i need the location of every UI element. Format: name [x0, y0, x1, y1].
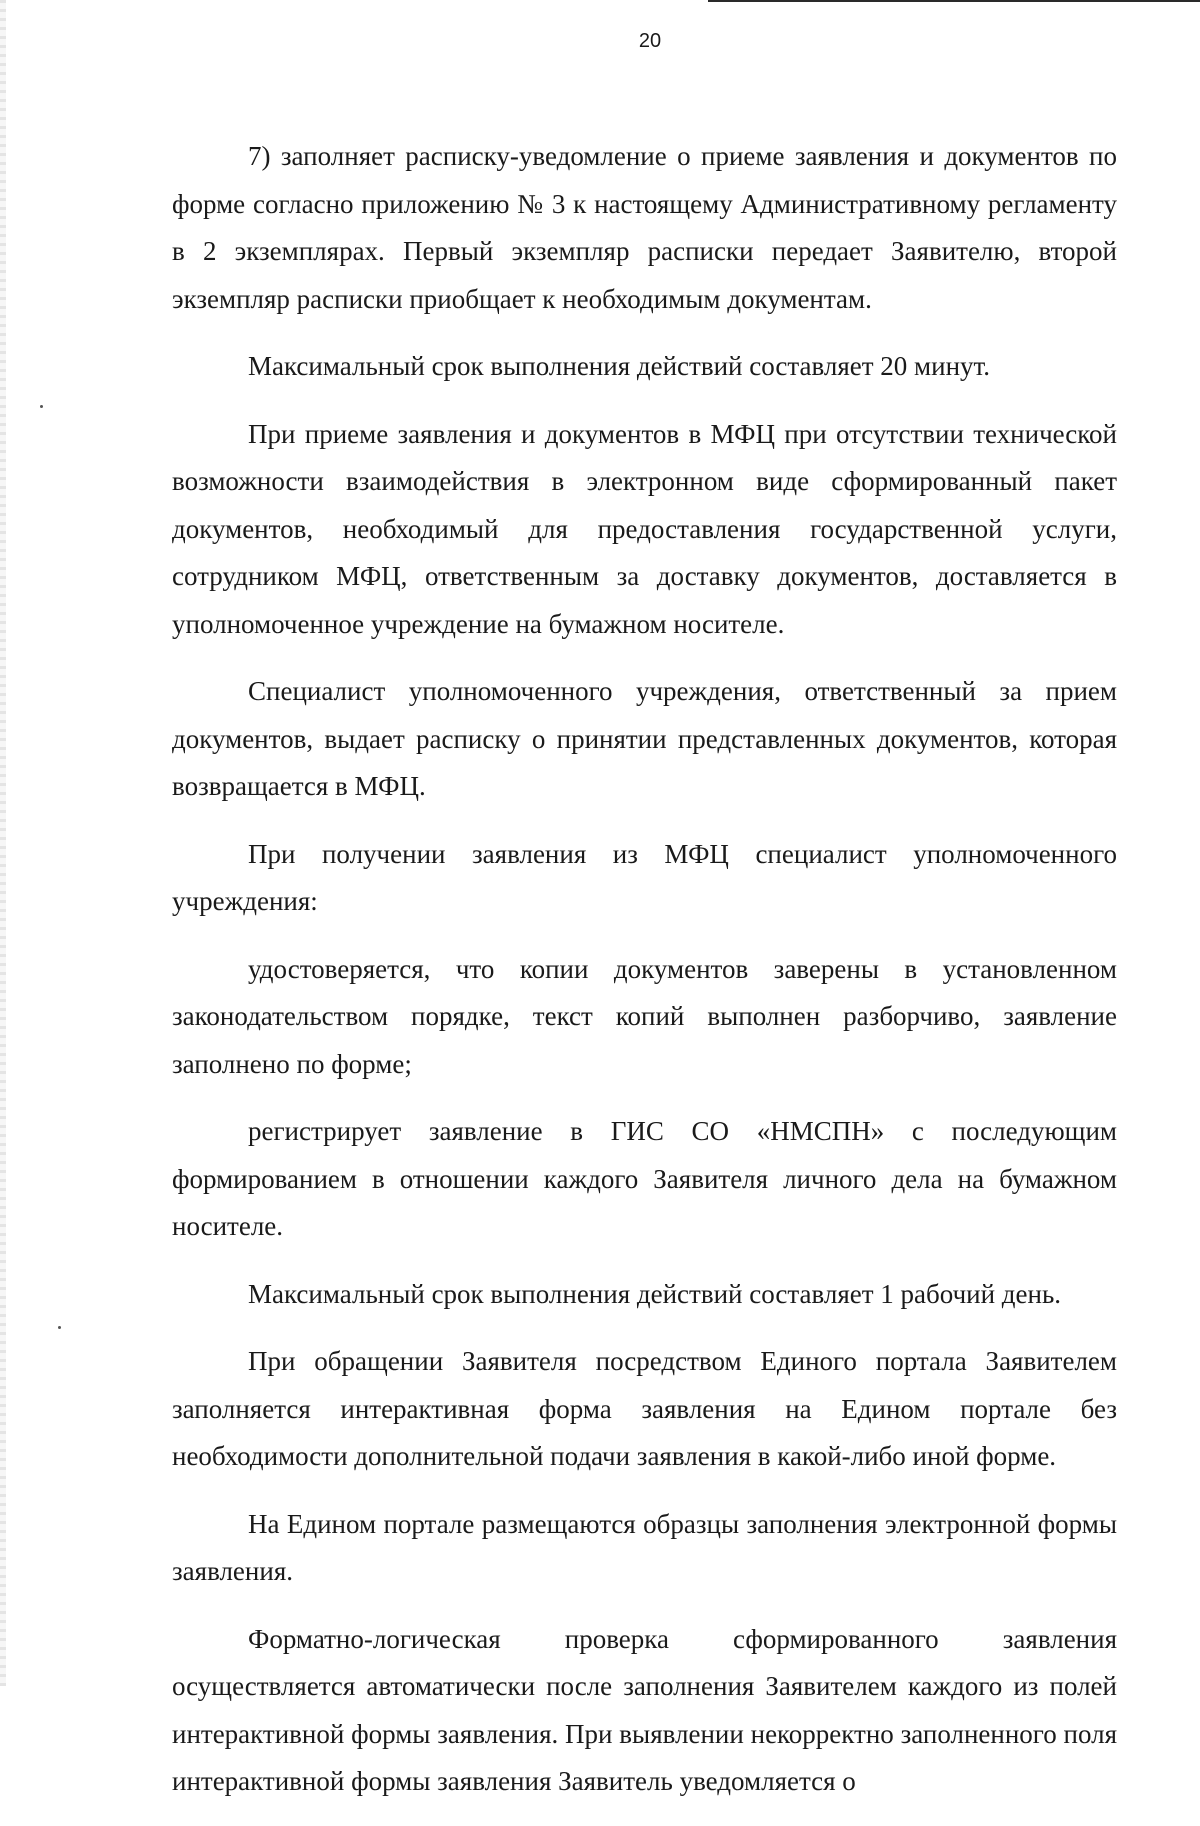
paragraph-portal-samples: На Едином портале размещаются образцы заполнения электронной формы заявления.	[172, 1508, 1117, 1586]
paragraph-verifies-copies: удостоверяется, что копии документов заверены в установленном законодательством порядке, текст копий выполнен разборчиво, заявление заполнено по форме;	[172, 953, 1117, 1079]
page-number: 20	[638, 30, 662, 52]
paragraph-receiving-from-mfc: При получении заявления из МФЦ специалист уполномоченного учреждения:	[172, 838, 1117, 916]
top-border-line	[708, 0, 1200, 2]
paragraph-mfc-paper-delivery: При приеме заявления и документов в МФЦ при отсутствии технической возможности взаимодействия в электронном виде сформированный пакет документов, необходимый для предоставления государственной услуги, сотрудником МФЦ, ответственным за доставку документов, доставляется в уполномоченное учреждение на бумажном носителе.	[172, 418, 1117, 639]
paragraph-receipt-notice: 7) заполняет расписку-уведомление о приеме заявления и документов по форме согласно приложению № 3 к настоящему Административному регламенту в 2 экземплярах. Первый экземпляр расписки передает Заявителю, второй экземпляр расписки приобщает к необходимым документам.	[172, 141, 1117, 314]
paragraph-registers-application: регистрирует заявление в ГИС СО «НМСПН» с последующим формированием в отношении каждого Заявителя личного дела на бумажном носителе.	[172, 1116, 1117, 1241]
paragraph-max-time-1-day: Максимальный срок выполнения действий составляет 1 рабочий день.	[248, 1278, 1062, 1309]
document-body	[172, 133, 1117, 1826]
scan-edge-artifact	[0, 0, 6, 1686]
scan-speck	[58, 1326, 61, 1329]
paragraph-specialist-receipt: Специалист уполномоченного учреждения, ответственный за прием документов, выдает расписку о принятии представленных документов, которая возвращается в МФЦ.	[172, 676, 1117, 801]
paragraph-unified-portal-form: При обращении Заявителя посредством Единого портала Заявителем заполняется интерактивная форма заявления на Едином портале без необходимости дополнительной подачи заявления в какой-либо иной форме.	[172, 1346, 1117, 1471]
paragraph-max-time-20-min: Максимальный срок выполнения действий составляет 20 минут.	[248, 351, 991, 381]
paragraph-format-logical-check: Форматно-логическая проверка сформированного заявления осуществляется автоматически после заполнения Заявителем каждого из полей интерактивной формы заявления. При выявлении некорректно заполненного поля интерактивной формы заявления Заявитель уведомляется о	[172, 1623, 1117, 1796]
scan-speck	[40, 405, 43, 408]
